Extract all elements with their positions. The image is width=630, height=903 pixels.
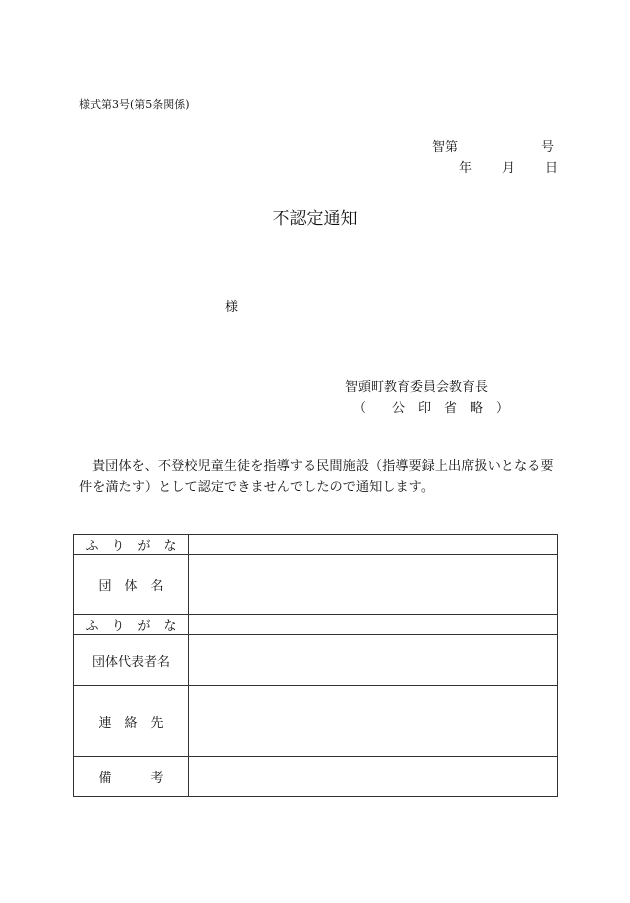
furigana-value: [189, 615, 558, 635]
issuer-name: 智頭町教育委員会教育長: [345, 380, 489, 395]
organization-name-value: [189, 555, 558, 615]
table-row: [74, 686, 558, 757]
contact-label: 連 絡 先: [74, 686, 189, 757]
table-row: [74, 615, 558, 635]
notice-body: 貴団体を、不登校児童生徒を指導する民間施設（指導要録上出席扱いとなる要件を満たす）として認定できませんでしたので通知します。: [79, 459, 554, 495]
table-row: [74, 635, 558, 686]
date-line: [459, 157, 558, 176]
organization-info-table: [73, 534, 558, 797]
document-title: 不認定通知: [272, 209, 358, 229]
seal-omitted-note: （ 公 印 省 略 ）: [353, 401, 510, 416]
reference-prefix: 智第: [432, 140, 459, 155]
date-year-label: 年: [459, 161, 473, 176]
furigana-label: ふ り が な: [74, 615, 189, 635]
form-number: 様式第3号(第5条関係): [79, 98, 190, 111]
remarks-value: [189, 757, 558, 797]
table-row: [74, 555, 558, 615]
date-month-label: 月: [502, 161, 516, 176]
date-day-label: 日: [545, 161, 559, 176]
contact-value: [189, 686, 558, 757]
organization-name-label: 団 体 名: [74, 555, 189, 615]
table-row: [74, 535, 558, 555]
remarks-label: 備 考: [74, 757, 189, 797]
furigana-value: [189, 535, 558, 555]
reference-number: [432, 136, 555, 155]
addressee-suffix: 様: [225, 300, 239, 315]
reference-suffix: 号: [541, 140, 555, 155]
representative-name-label: 団体代表者名: [74, 635, 189, 686]
table-row: [74, 757, 558, 797]
representative-name-value: [189, 635, 558, 686]
furigana-label: ふ り が な: [74, 535, 189, 555]
